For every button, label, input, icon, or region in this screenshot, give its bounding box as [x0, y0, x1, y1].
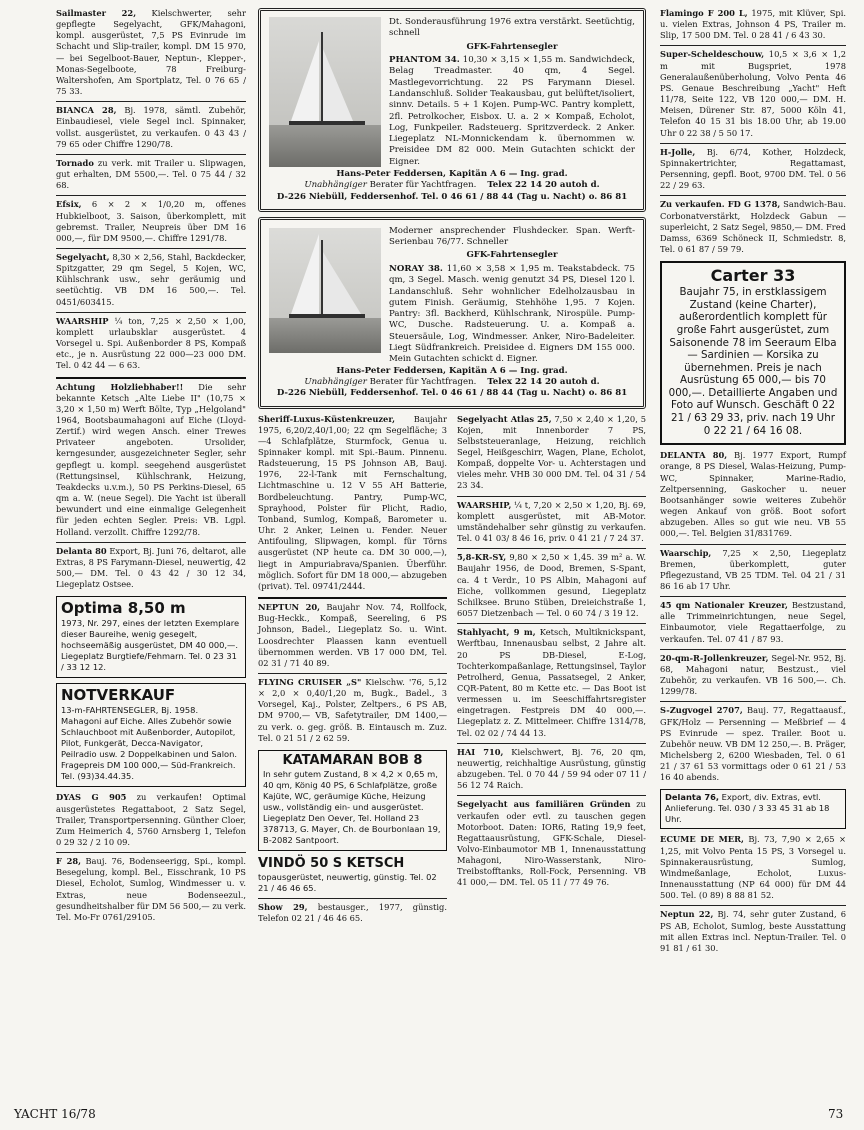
- classified-ad: Zu verkaufen. FD G 1378, Sandwich-Bau. Corbonatverstärkt, Holzdeck Gabun — superleicht, 2 Satz Segel, 9850,— DM. Fred Damss, 6369 Schöneck II, Schmiedstr. 8, Tel. 0 61 87 / 59 79.: [660, 199, 846, 254]
- box-ad-body: 13-m-FAHRTENSEGLER, Bj. 1958. Mahagoni auf Eiche. Alles Zubehör sowie Schlauchboot mit Außenborder, Autopilot, Pilot, Funkgerät, Decca-Navigator, Peilradio usw. 2 Doppelkabinen und Salon. Fragepreis DM 100 000,— Süd-Frankreich. Tel. (93)34.44.35.: [61, 705, 238, 782]
- display-ad-heading: GFK-Fahrtensegler: [466, 41, 558, 52]
- classified-ad: WAARSHIP, ¼ t, 7,20 × 2,50 × 1,20, Bj. 69, komplett ausgerüstet, mit AB-Motor. umständehalber sehr günstig zu verkaufen. Tel. 0 41 03/ 8 46 16, priv. 0 41 21 / 7 24 37.: [457, 499, 646, 544]
- classified-ad: H-Jolle, Bj. 6/74, Kother, Holzdeck, Spinnakertrichter, Regattamast, Persenning, gepfl. Boot, 9700 DM. Tel. 0 56 22 / 29 63.: [660, 146, 846, 191]
- divider: [56, 312, 246, 313]
- divider: [56, 248, 246, 249]
- divider: [660, 195, 846, 196]
- classified-ad: Segelyacht, 8,30 × 2,56, Stahl, Backdecker, Spitzgatter, 29 qm Segel, 5 Kojen, WC, Kühlschrank usw., sehr geräumig und seetüchtig. VB DM 16 500,—. Tel. 0451/603415.: [56, 251, 246, 307]
- divider: [457, 548, 646, 549]
- divider: [56, 101, 246, 102]
- classified-ad: WAARSHIP ¼ ton, 7,25 × 2,50 × 1,00, komplett urlaubsklar ausgerüstet. 4 Vorsegel u. Spi. Außenborder 8 PS, Kompaß etc., je n. Ausrüstung 22 000—23 000 DM. Tel. 0 42 44 — 6 63.: [56, 315, 246, 371]
- box-ad-body: 1973, Nr. 297, eines der letzten Exemplare dieser Baureihe, wenig gesegelt, hochseemäßig ausgerüstet, DM 40 000,—. Liegeplatz Burgtiefe/Fehmarn. Tel. 0 23 31 / 33 12 12.: [61, 618, 240, 673]
- divider: [258, 673, 447, 674]
- classified-ad: Show 29, bestausger., 1977, günstig. Telefon 02 21 / 46 46 65.: [258, 901, 447, 924]
- classified-ad: Achtung Holzliebhaber!! Die sehr bekannte Ketsch „Alte Liebe II" (10,75 × 3,20 × 1,50 m) Werft Bölte, Typ „Helgoland" 1964, Bootsbaumahagoni auf Eiche (Lloyd-Zertif.) wird wegen Ansch. einer Trewes Privateer angeboten. Ursolider, kerngesunder, ausgezeichneter Segler, sehr gepflegt u. kompl. seegehend ausgerüstet (Rettungsinsel, Kühlschrank, Heizung, Teakdecks u.v.m.), 50 PS Perkins-Diesel, 65 qm a. W. (neue Segel). Die Yacht ist überall bewundert und eine einmalige Gelegenheit für jeden echten Segler. Preis: VB. Lgpl. Holland. verzollt. Chiffre 1292/78.: [56, 381, 247, 537]
- katamaran-box-ad: [258, 750, 447, 851]
- display-ad-heading: GFK-Fahrtensegler: [466, 250, 558, 261]
- display-ad-text: PHANTOM 34. 10,30 × 3,15 × 1,55 m. Sandwichdeck, Belag Treadmaster. 40 qm, 4 Segel. Mastlegevorrichtung. 22 PS Farymann Diesel. Landanschluß. Solider Teakausbau, gut belüftet/isoliert, sinnv. Details. 5 + 1 Kojen. Pump-WC. Pantry komplett, 2fl. Petrolkocher, Eisbox. U. a. 2 × Kompaß, Echolot, Log, Funkpeiler. Radsteuerg. Spritzverdeck. 2 Anker. Liegeplatz NL-Monnickendam k. übernommen w. Preisidee DM 82 000. Mein Gutachten schickt der Eigner.: [389, 55, 635, 167]
- magazine-issue: YACHT 16/78: [14, 1107, 96, 1121]
- classified-ad: FLYING CRUISER „S" Kielschw. '76, 5,12 × 2,0 × 0,40/1,20 m, Bugk., Badel., 3 Vorsegel, Kaj., Polster, Zeltpers., 6 PS AB, DM 9700,— VB, Safetytrailer, DM 1400,— zu verk. o. geg. größ. B. Eintausch m. Zuz. Tel. 0 21 51 / 2 62 59.: [258, 676, 448, 743]
- classified-ad: 45 qm Nationaler Kreuzer, Bestzustand, alle Trimmeinrichtungen, neue Segel, Einbaumotor, viele Regattaerfolge, zu verkaufen. Tel. 07 41 / 87 93.: [660, 600, 846, 644]
- sailboat-photo: [269, 17, 381, 167]
- right-column: [660, 8, 846, 958]
- divider: [457, 496, 646, 497]
- classified-ad: 20-qm-R-Jollenkreuzer, Segel-Nr. 952, Bj. 68, Mahagoni natur, Bestzust., viel Zubehör, zu verkaufen. VB 16 500,—. Ch. 1299/78.: [660, 652, 846, 697]
- divider: [660, 596, 846, 597]
- ad-title: VINDÖ 50 S KETSCH: [258, 855, 405, 871]
- divider: [660, 905, 846, 906]
- divider: [258, 898, 447, 899]
- classified-ad: Super-Scheldeschouw, 10,5 × 3,6 × 1,2 m mit Bugspriet, 1978 Generalaußenüberholung, Volvo Penta 46 PS. Genaue Beschreibung „Yacht" Heft 11/78, Seite 122, VB 120 000,— DM. H. Meisen, Dürener Str. 87, 5000 Köln 41, Telefon 40 15 31 bis 18.00 Uhr, ab 19.00 Uhr 0 22 38 / 5 50 17.: [660, 49, 846, 138]
- classified-ad: BIANCA 28, Bj. 1978, sämtl. Zubehör, Einbaudiesel, viele Segel incl. Spinnaker, vollst. ausgerüstet, zu verkaufen. 0 43 43 / 79 65 oder Chiffre 1290/78.: [56, 105, 247, 149]
- classified-ad: Segelyacht Atlas 25, 7,50 × 2,40 × 1,20, 5 Kojen, mit Innenborder 7 PS, Selbststeueranlage, Heizung, reichlich Segel, Heißgeschirr, Wagen, Plane, Echolot, Kompaß, doppelte Vor- u. Achterstagen und vieles mehr. VHB 30 000 DM. Tel. 04 31 / 54 23 34.: [457, 413, 646, 491]
- noray-display-ad: [258, 217, 646, 409]
- divider: [56, 377, 246, 379]
- classified-ad: Sheriff-Luxus-Küstenkreuzer, Baujahr 1975, 6,20/2,40/1,00; 22 qm Segelfläche; 3—4 Schlafplätze, Sturmfock, Genua u. Spinnaker kompl. mit Spi.-Baum. Pinnenu. Radsteuerung, 15 PS Johnson AB, Bauj. 1976, 22-l-Tank mit Fernschaltung, Lichtmaschine u. 12 V 55 AH Batterie, Bordbeleuchtung. Pantry, Pump-WC, Sprayhood, Polster für Plicht, Radio, Tonband, Sumlog, Kompaß, Barometer u. Uhr. 2 Anker, Leinen u. Fender. Neuer Antifouling, Slipwagen, kompl. für Törns ausgerüstet (NP heute ca. DM 30 000,—), liegt in Ampuriabrava/Spanien. Überführ. möglich. Sofort für DM 18 000,— abzugeben (privat). Tel. 09741/2444.: [258, 413, 447, 591]
- box-ad-title: Optima 8,50 m: [61, 599, 186, 618]
- classified-ad: Tornado zu verk. mit Trailer u. Slipwagen, gut erhalten, DM 5500,—. Tel. 0 75 44 / 32 68.: [56, 157, 246, 191]
- display-ad-text: NORAY 38. 11,60 × 3,58 × 1,95 m. Teakstabdeck. 75 qm, 3 Segel. Masch. wenig genutzt 34 PS, Diesel 120 l. Landanschluß. Sehr wohnlicher Edelholzausbau in gutem Finish. Geräumig, Stehhöhe 1,95. 7 Kojen. Pantry: 3fl. Backherd, Kühlschrank, Nirospüle. Pump-WC, Dusche. Radsteuerung. U. a. Kompaß a. Steuersäule, Log, Windmesser. Anker, Niro-Badeleiter. Liegt Südfrankreich. Preisidee d. Eigners DM 155 000. Mein Gutachten schickt d. Eigner.: [389, 263, 635, 365]
- classified-ad: Stahlyacht, 9 m, Ketsch, Multiknickspant, Werftbau, Innenausbau selbst, 2 Jahre alt. 20 PS DB-Diesel, E-Log, Tochterkompaßanlage, Rettungsinsel, Taylor Petrolherd, Genua, Passatsegel, 2 Anker, CQR-Patent, 80 m Kette etc. — Das Boot ist vermessen u. im Seeschiffahrtsregister eingetragen. Festpreis DM 40 000,—. Liegeplatz z. Z. Mittelmeer. Chiffre 1314/78, Tel. 02 02 / 74 44 13.: [457, 627, 646, 738]
- carter-box-ad: [660, 261, 846, 445]
- divider: [56, 852, 246, 853]
- divider: [660, 45, 846, 46]
- ad-body: topausgerüstet, neuwertig, günstig. Tel. 02 21 / 46 46 65.: [258, 871, 437, 893]
- optima-box-ad: [56, 596, 246, 678]
- display-ad-footer: Hans-Peter Feddersen, Kapitän A 6 — Ing. grad. Unabhängiger Berater für Yachtfragen. Telex 22 14 20 autoh d. D-226 Niebüll, Feddersenhof. Tel. 0 46 61 / 88 44 (Tag u. Nacht) o. 86 81: [276, 365, 628, 399]
- divider: [660, 701, 846, 702]
- divider: [56, 195, 246, 196]
- classified-ad: S-Zugvogel 2707, Bauj. 77, Regattaausf., GFK/Holz — Persenning — Meßbrief — 4 PS Evinrude — spez. Trailer. Boot u. Zubehör neuw. VB DM 12 250,—. B. Präger, Michelsberg 2, 6200 Wiesbaden, Tel. 0 61 21 / 37 61 53 vormittags oder 0 61 21 / 53 16 40 abends.: [660, 705, 846, 783]
- box-ad-title: KATAMARAN BOB 8: [282, 752, 423, 768]
- divider: [457, 743, 646, 744]
- divider: [660, 143, 846, 144]
- divider: [457, 795, 646, 796]
- classified-ad: ECUME DE MER, Bj. 73, 7,90 × 2,65 × 1,25, mit Volvo Penta 15 PS, 3 Vorsegel u. Spinnakerausrüstung, Sumlog, Windmeßanlage, Echolot, Luxus-Innenausstattung (NP 64 000) für DM 44 500. Tel. (0 89) 8 88 81 52.: [660, 834, 846, 901]
- divider: [56, 542, 246, 543]
- divider: [56, 154, 246, 155]
- divider: [660, 544, 846, 545]
- display-ad-intro: Moderner ansprechender Flushdecker. Span. Werft-Serienbau 76/77. Schneller: [389, 225, 635, 248]
- classified-ad: DELANTA 80, Bj. 1977 Export, Rumpf orange, 8 PS Diesel, Walas-Heizung, Pump-WC, Spinnaker, Marine-Radio, Zeltpersenning, Gaskocher u. neuer Bootsanhänger sowie weiteres Zubehör wegen Ankauf von größ. Boot sofort abzugeben. Alles so gut wie neu. VB 55 000,—. Tel. Belgien 31/831769.: [660, 450, 846, 539]
- display-ad-intro: Dt. Sonderausführung 1976 extra verstärkt. Seetüchtig, schnell: [389, 17, 635, 39]
- sailboat-photo: [269, 228, 381, 353]
- middle-subcolumn-b: [457, 414, 646, 929]
- delanta76-box-ad: Delanta 76, Export, div. Extras, evtl. Anlieferung. Tel. 030 / 3 33 45 31 ab 18 Uhr.: [660, 789, 846, 829]
- left-column: [56, 8, 246, 927]
- page-number: 73: [828, 1107, 844, 1121]
- notverkauf-box-ad: [56, 683, 246, 787]
- box-ad-title: Carter 33: [710, 266, 796, 286]
- classified-ad: Flamingo F 200 L, 1975, mit Klüver, Spi. u. vielen Extras, Johnson 4 PS, Trailer m. Slip, 17 500 DM. Tel. 0 28 41 / 6 43 30.: [660, 8, 846, 41]
- phantom-display-ad: [258, 8, 646, 212]
- divider: [258, 597, 447, 599]
- display-ad-footer: Hans-Peter Feddersen, Kapitän A 6 — Ing. grad. Unabhängiger Berater für Yachtfragen. Telex 22 14 20 autoh d. D-226 Niebüll, Feddersenhof. Tel. 0 46 61 / 88 44 (Tag u. Nacht) o. 86 81: [276, 169, 628, 202]
- classified-ad: Segelyacht aus familiären Gründen zu verkaufen oder evtl. zu tauschen gegen Motorboot. Daten: IOR6, Rating 19,9 feet, Regattaausrüstung, GFK-Schale, Diesel-Volvo-Einbaumotor MB 1, Innenausstattung Mahagoni, Niro-Wasserstank, Niro-Treibstofftanks, Roll-Fock, Persenning. VB 41 000,— DM. Tel. 05 11 / 77 49 76.: [457, 799, 647, 888]
- divider: [457, 623, 646, 624]
- classified-ad: Neptun 22, Bj. 74, sehr guter Zustand, 6 PS AB, Echolot, Sumlog, beste Ausstattung mit allen Extras incl. Neptun-Trailer. Tel. 0 91 81 / 61 30.: [660, 909, 846, 953]
- classified-ad: NEPTUN 20, Baujahr Nov. 74, Rollfock, Bug-Heckk., Kompaß, Seereling, 6 PS Johnson, Badel., Liegeplatz So. u. Wint. Loosdrechter Plaassen kann eventuell übernommen werden. VB 17 000 DM, Tel. 02 31 / 71 40 89.: [258, 602, 447, 668]
- divider: [660, 649, 846, 650]
- box-ad-body: In sehr gutem Zustand, 8 × 4,2 × 0,65 m, 40 qm, König 40 PS, 6 Schlafplätze, große Kajüte, WC, geräumige Küche, Heizung usw., vollständig ein- und ausgerüstet. Liegeplatz Den Oever, Tel. Holland 23 378713, G. Mayer, Ch. de Bourbonlaan 19, B-2082 Santpoort.: [263, 768, 441, 845]
- classified-ad: Efsix, 6 × 2 × 1/0,20 m, offenes Hubkielboot, 3. Saison, überkomplett, mit gebremst. Trailer, Neupreis über DM 16 000,—, für DM 9500,—. Chiffre 1291/78.: [56, 199, 246, 243]
- vindo-ad: [258, 856, 447, 894]
- box-ad-title: NOTVERKAUF: [61, 686, 176, 705]
- classified-ad: HAI 710, Kielschwert, Bj. 76, 20 qm, neuwertig, reichhaltige Ausrüstung, günstig abzugeben. Tel. 0 70 44 / 59 94 oder 07 11 / 56 12 74 Raich.: [457, 746, 646, 791]
- middle-subcolumn-a: [258, 414, 447, 929]
- classified-ad: Sailmaster 22, Kielschwerter, sehr gepflegte Segelyacht, GFK/Mahagoni, kompl. ausgerüstet, 7,5 PS Evinrude im Schacht und Slip-trailer, kompl. DM 15 970,— bei Segelboot-Bauer, Neptun-, Klepper-, Monas-Segelboote, 78 Freiburg-Waltershofen, Am Sportplatz, Tel. 0 76 65 / 75 33.: [56, 8, 246, 97]
- box-ad-body: Baujahr 75, in erstklassigem Zustand (keine Charter), außerordentlich komplett für große Fahrt ausgerüstet, zum Saisonende 78 im Seeraum Elba — Sardinien — Korsika zu übernehmen. Preis je nach Ausrüstung 65 000,— bis 70 000,—. Detaillierte Angaben und Foto auf Wunsch. Geschäft 0 22 21 / 63 29 33, priv. nach 19 Uhr 0 22 21 / 64 16 08.: [668, 286, 838, 437]
- classified-ad: F 28, Bauj. 76, Bodenseerigg, Spi., kompl. Besegelung, kompl. Bel., Eisschrank, 10 PS Diesel, Echolot, Sumlog, Windmesser u. v. Extras, neue Bodenseezul., gesundheitshalber für DM 56 500,— zu verk. Tel. Mo-Fr 0761/29105.: [56, 856, 246, 922]
- middle-subcolumns: [258, 414, 646, 929]
- classified-ad: Waarschip, 7,25 × 2,50, Liegeplatz Bremen, überkomplett, guter Pflegezustand, VB 25 TDM. Tel. 04 21 / 31 86 16 ab 17 Uhr.: [660, 547, 846, 591]
- classified-ad: DYAS G 905 zu verkaufen! Optimal ausgerüstetes Regattaboot, 2 Satz Segel, Trailer, Transportpersenning. Günther Cloer, Zum Heimerich 4, 5760 Arnsberg 1, Telefon 0 29 32 / 2 10 09.: [56, 792, 246, 847]
- middle-column: [258, 8, 646, 928]
- classified-ad: Delanta 80 Export, Bj. Juni 76, deltarot, alle Extras, 8 PS Farymann-Diesel, neuwertig, 42 500,— DM. Tel. 0 43 42 / 30 12 34, Liegeplatz Ostsee.: [56, 545, 246, 590]
- classified-ad: 5,8-KR-SY, 9,80 × 2,50 × 1,45. 39 m² a. W. Baujahr 1956, de Dood, Bremen, S-Spant, ca. 4 t Verdr., 10 PS Albin, Mahagoni auf Eiche, vollkommen gesund, Liegeplatz Schilksee. Bruno Stüben, Dreieichstraße 1, 6057 Dietzenbach — Tel. 0 60 74 / 3 19 12.: [457, 552, 646, 619]
